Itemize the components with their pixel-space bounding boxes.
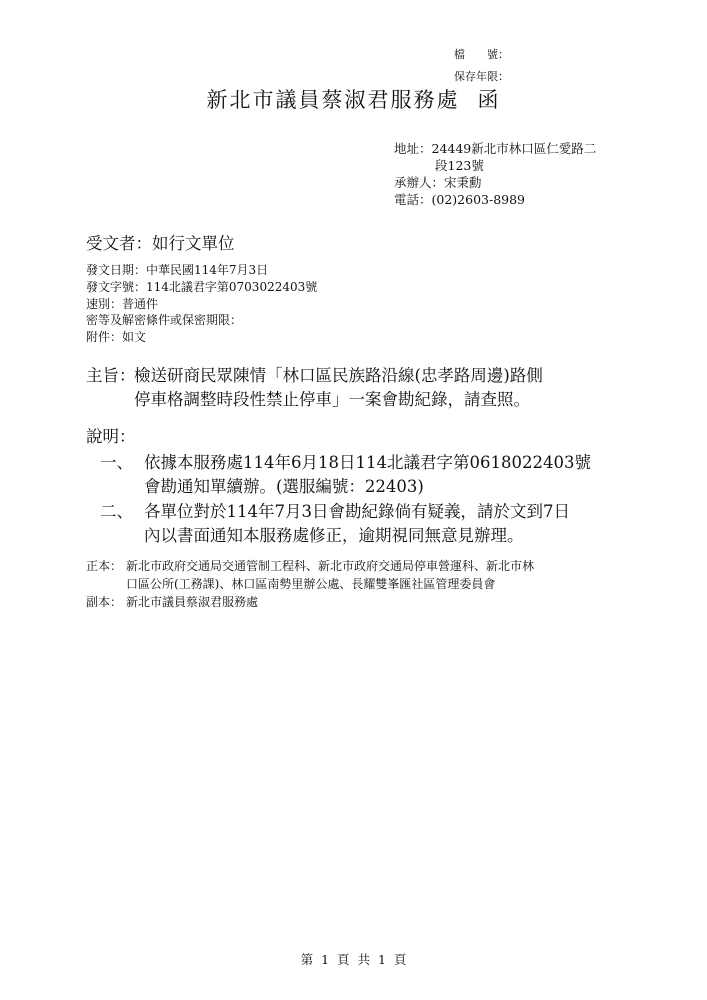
item-line-2: 內以書面通知本服務處修正，逾期視同無意見辦理。 bbox=[144, 526, 524, 545]
document-meta bbox=[86, 262, 317, 346]
file-number-label: 檔 號： bbox=[454, 48, 509, 61]
original-recipients-line-1: 新北市政府交通局交通管制工程科、新北市政府交通局停車營運科、新北市林 bbox=[126, 559, 535, 573]
document-number: 發文字號：114北議君字第0703022403號 bbox=[86, 279, 318, 294]
copy-recipients-line-1: 新北市議員蔡淑君服務處 bbox=[126, 595, 259, 609]
original-recipients-line-2: 口區公所(工務課)、林口區南勢里辦公處、長耀雙峯匯社區管理委員會 bbox=[126, 577, 496, 591]
speed-class: 速別：普通件 bbox=[86, 296, 159, 311]
issue-date: 發文日期：中華民國114年7月3日 bbox=[86, 263, 269, 277]
contact-block bbox=[394, 140, 596, 208]
retention-period-label: 保存年限： bbox=[454, 70, 509, 83]
document-type: 函 bbox=[477, 88, 501, 112]
recipient: 受文者：如行文單位 bbox=[86, 234, 235, 253]
explanation-item bbox=[100, 451, 630, 499]
explanation-items bbox=[100, 451, 630, 549]
item-line-1: 各單位對於114年7月3日會勘紀錄倘有疑義，請於文到7日 bbox=[144, 502, 570, 521]
address-line-1: 地址：24449新北市林口區仁愛路二 bbox=[394, 141, 597, 156]
subject-section bbox=[86, 364, 626, 412]
handler: 承辦人：宋秉勳 bbox=[394, 175, 482, 190]
explanation-item bbox=[100, 500, 630, 548]
address-line-2: 段123號 bbox=[435, 158, 484, 173]
item-line-2: 會勘通知單續辦。(選服編號：22403) bbox=[144, 477, 424, 496]
secrecy-level: 密等及解密條件或保密期限： bbox=[86, 313, 243, 328]
item-number: 一、 bbox=[100, 453, 133, 472]
phone: 電話：(02)2603-8989 bbox=[394, 192, 526, 207]
item-number: 二、 bbox=[100, 502, 133, 521]
copy-recipients-label: 副本： bbox=[86, 595, 123, 609]
distribution-block bbox=[86, 557, 534, 611]
issuer-name: 新北市議員蔡淑君服務處 bbox=[206, 88, 460, 112]
subject-line-1: 檢送研商民眾陳情「林口區民族路沿線(忠孝路周邊)路側 bbox=[134, 366, 543, 385]
attachment: 附件：如文 bbox=[86, 330, 147, 345]
page-number: 第 1 頁 共 1 頁 bbox=[300, 952, 407, 967]
original-recipients-label: 正本： bbox=[86, 559, 123, 573]
document-title bbox=[0, 84, 707, 114]
item-line-1: 依據本服務處114年6月18日114北議君字第0618022403號 bbox=[144, 453, 591, 472]
subject-label: 主旨： bbox=[86, 366, 136, 385]
explanation-label: 說明： bbox=[86, 427, 136, 446]
subject-line-2: 停車格調整時段性禁止停車」一案會勘紀錄，請查照。 bbox=[134, 390, 530, 409]
